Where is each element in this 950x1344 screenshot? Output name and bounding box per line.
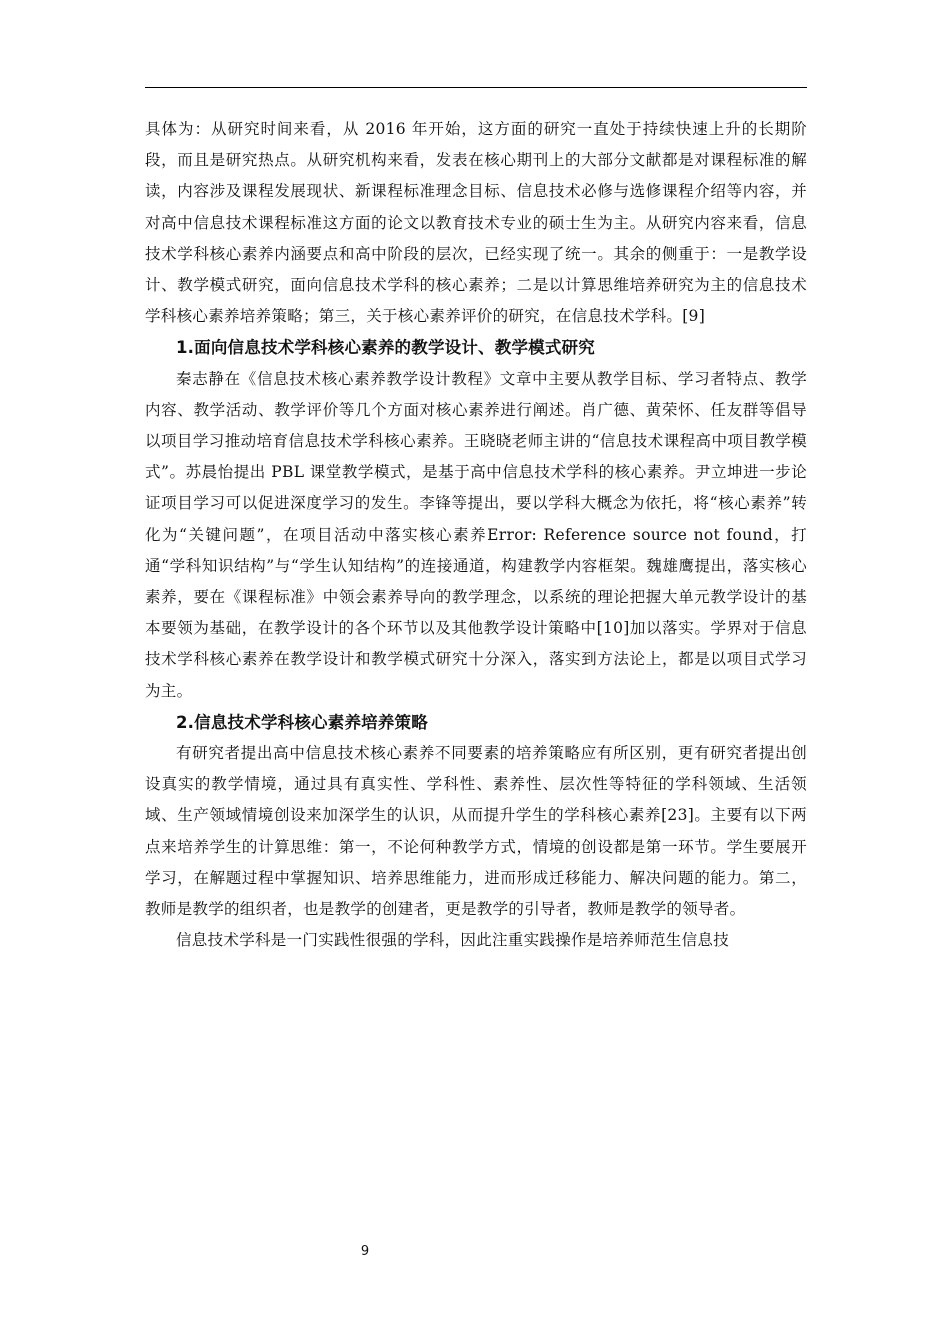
body-paragraph: 具体为：从研究时间来看，从 2016 年开始，这方面的研究一直处于持续快速上升的长期阶段，而且是研究热点。从研究机构来看，发表在核心期刊上的大部分文献都是对课程标准的解读，内容涉及课程发展现状、新课程标准理念目标、信息技术必修与选修课程介绍等内容，并对高中信息技术课程标准这方面的论文以教育技术专业的硕士生为主。从研究内容来看，信息技术学科核心素养内涵要点和高中阶段的层次，已经实现了统一。其余的侧重于：一是教学设计、教学模式研究，面向信息技术学科的核心素养；二是以计算思维培养研究为主的信息技术学科核心素养培养策略；第三，关于核心素养评价的研究，在信息技术学科。[9] [145, 120, 807, 326]
section-heading: 2.信息技术学科核心素养培养策略 [176, 712, 428, 732]
body-paragraph: 有研究者提出高中信息技术核心素养不同要素的培养策略应有所区别，更有研究者提出创设真实的教学情境，通过具有真实性、学科性、素养性、层次性等特征的学科领域、生活领域、生产领域情境创设来加深学生的认识，从而提升学生的学科核心素养[23]。主要有以下两点来培养学生的计算思维：第一，不论何种教学方式，情境的创设都是第一环节。学生要展开学习，在解题过程中掌握知识、培养思维能力，进而形成迁移能力、解决问题的能力。第二，教师是教学的组织者，也是教学的创建者，更是教学的引导者，教师是教学的领导者。 [145, 744, 807, 919]
body-paragraph: 秦志静在《信息技术核心素养教学设计教程》文章中主要从教学目标、学习者特点、教学内容、教学活动、教学评价等几个方面对核心素养进行阐述。肖广德、黄荣怀、任友群等倡导以项目学习推动培育信息技术学科核心素养。王晓晓老师主讲的“信息技术课程高中项目教学模式”。苏晨怡提出 PBL 课堂教学模式，是基于高中信息技术学科的核心素养。尹立坤进一步论证项目学习可以促进深度学习的发生。李锋等提出，要以学科大概念为依托，将“核心素养”转化为“关键问题”，在项目活动中落实核心素养Error: Reference source not found，打通“学科知识结构”与“学生认知结构”的连接通道，构建教学内容框架。魏雄鹰提出，落实核心素养，要在《课程标准》中领会素养导向的教学理念，以系统的理论把握大单元教学设计的基本要领为基础，在教学设计的各个环节以及其他教学设计策略中[10]加以落实。学界对于信息技术学科核心素养在教学设计和教学模式研究十分深入，落实到方法论上，都是以项目式学习为主。 [145, 369, 807, 700]
body-paragraph: 信息技术学科是一门实践性很强的学科，因此注重实践操作是培养师范生信息技 [176, 931, 730, 950]
header-rule [145, 87, 807, 88]
page-number: 9 [360, 1244, 370, 1259]
section-heading: 1.面向信息技术学科核心素养的教学设计、教学模式研究 [176, 338, 595, 358]
page-body [145, 114, 807, 956]
